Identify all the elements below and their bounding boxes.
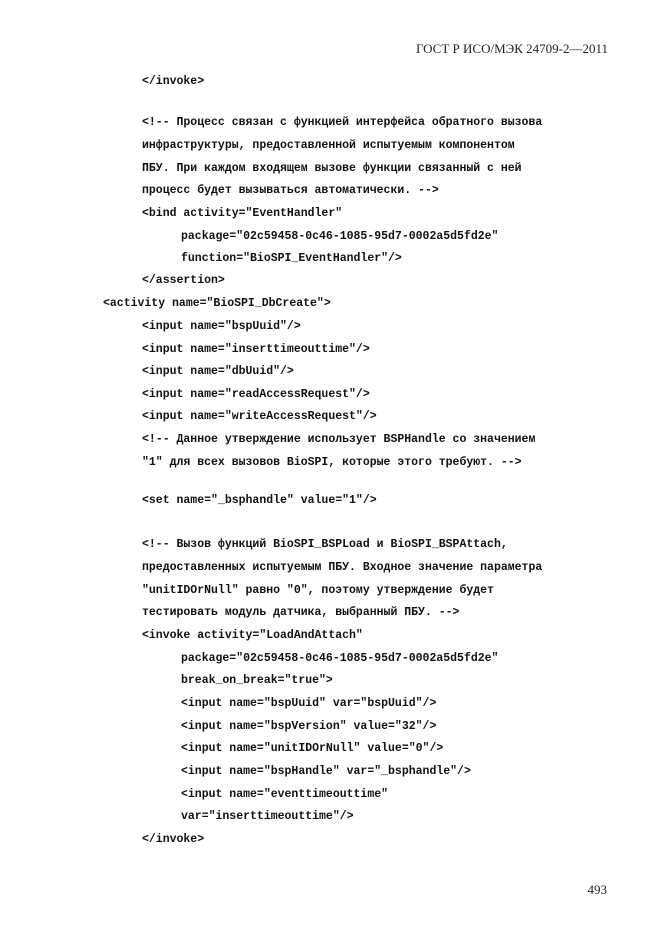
page-header-standard: ГОСТ Р ИСО/МЭК 24709-2—2011 bbox=[415, 41, 608, 56]
code-line: <input name="bspVersion" value="32"/> bbox=[181, 720, 437, 733]
code-line: <input name="eventtimeouttime" bbox=[181, 788, 389, 801]
code-line: процесс будет вызываться автоматически. --> bbox=[142, 184, 439, 197]
code-line: var="inserttimeouttime"/> bbox=[181, 810, 354, 823]
code-line: <bind activity="EventHandler" bbox=[142, 207, 343, 220]
code-line: package="02c59458-0c46-1085-95d7-0002a5d5fd2e" bbox=[181, 230, 499, 243]
code-line: тестировать модуль датчика, выбранный ПБУ. --> bbox=[142, 606, 460, 619]
code-line: <input name="bspHandle" var="_bsphandle"/> bbox=[181, 765, 471, 778]
code-line: <!-- Данное утверждение использует BSPHandle со значением bbox=[142, 433, 536, 446]
code-line: <invoke activity="LoadAndAttach" bbox=[142, 629, 363, 642]
code-line: break_on_break="true"> bbox=[181, 674, 333, 687]
code-line: <activity name="BioSPI_DbCreate"> bbox=[103, 297, 331, 310]
code-line: "unitIDOrNull" равно "0", поэтому утверждение будет bbox=[142, 584, 494, 597]
code-line: <set name="_bsphandle" value="1"/> bbox=[142, 494, 377, 507]
code-line: "1" для всех вызовов BioSPI, которые этого требуют. --> bbox=[142, 456, 522, 469]
code-line: <input name="readAccessRequest"/> bbox=[142, 388, 370, 401]
code-line: инфраструктуры, предоставленной испытуемым компонентом bbox=[142, 139, 515, 152]
code-line: <!-- Вызов функций BioSPI_BSPLoad и BioSPI_BSPAttach, bbox=[142, 538, 508, 551]
code-line: <input name="inserttimeouttime"/> bbox=[142, 343, 370, 356]
code-line: <input name="bspUuid"/> bbox=[142, 320, 301, 333]
code-line: <input name="unitIDOrNull" value="0"/> bbox=[181, 742, 444, 755]
page-number: 493 bbox=[587, 882, 607, 897]
code-line: </invoke> bbox=[142, 833, 205, 846]
code-line: <input name="dbUuid"/> bbox=[142, 365, 294, 378]
code-line: package="02c59458-0c46-1085-95d7-0002a5d5fd2e" bbox=[181, 652, 499, 665]
code-line: <!-- Процесс связан с функцией интерфейса обратного вызова bbox=[142, 116, 543, 129]
code-line: </assertion> bbox=[142, 274, 225, 287]
code-line: <input name="writeAccessRequest"/> bbox=[142, 410, 377, 423]
code-line: ПБУ. При каждом входящем вызове функции связанный с ней bbox=[142, 162, 522, 175]
code-line: function="BioSPI_EventHandler"/> bbox=[181, 252, 402, 265]
code-line: предоставленных испытуемым ПБУ. Входное значение параметра bbox=[142, 561, 543, 574]
code-line: <input name="bspUuid" var="bspUuid"/> bbox=[181, 697, 437, 710]
code-line: </invoke> bbox=[142, 75, 205, 88]
